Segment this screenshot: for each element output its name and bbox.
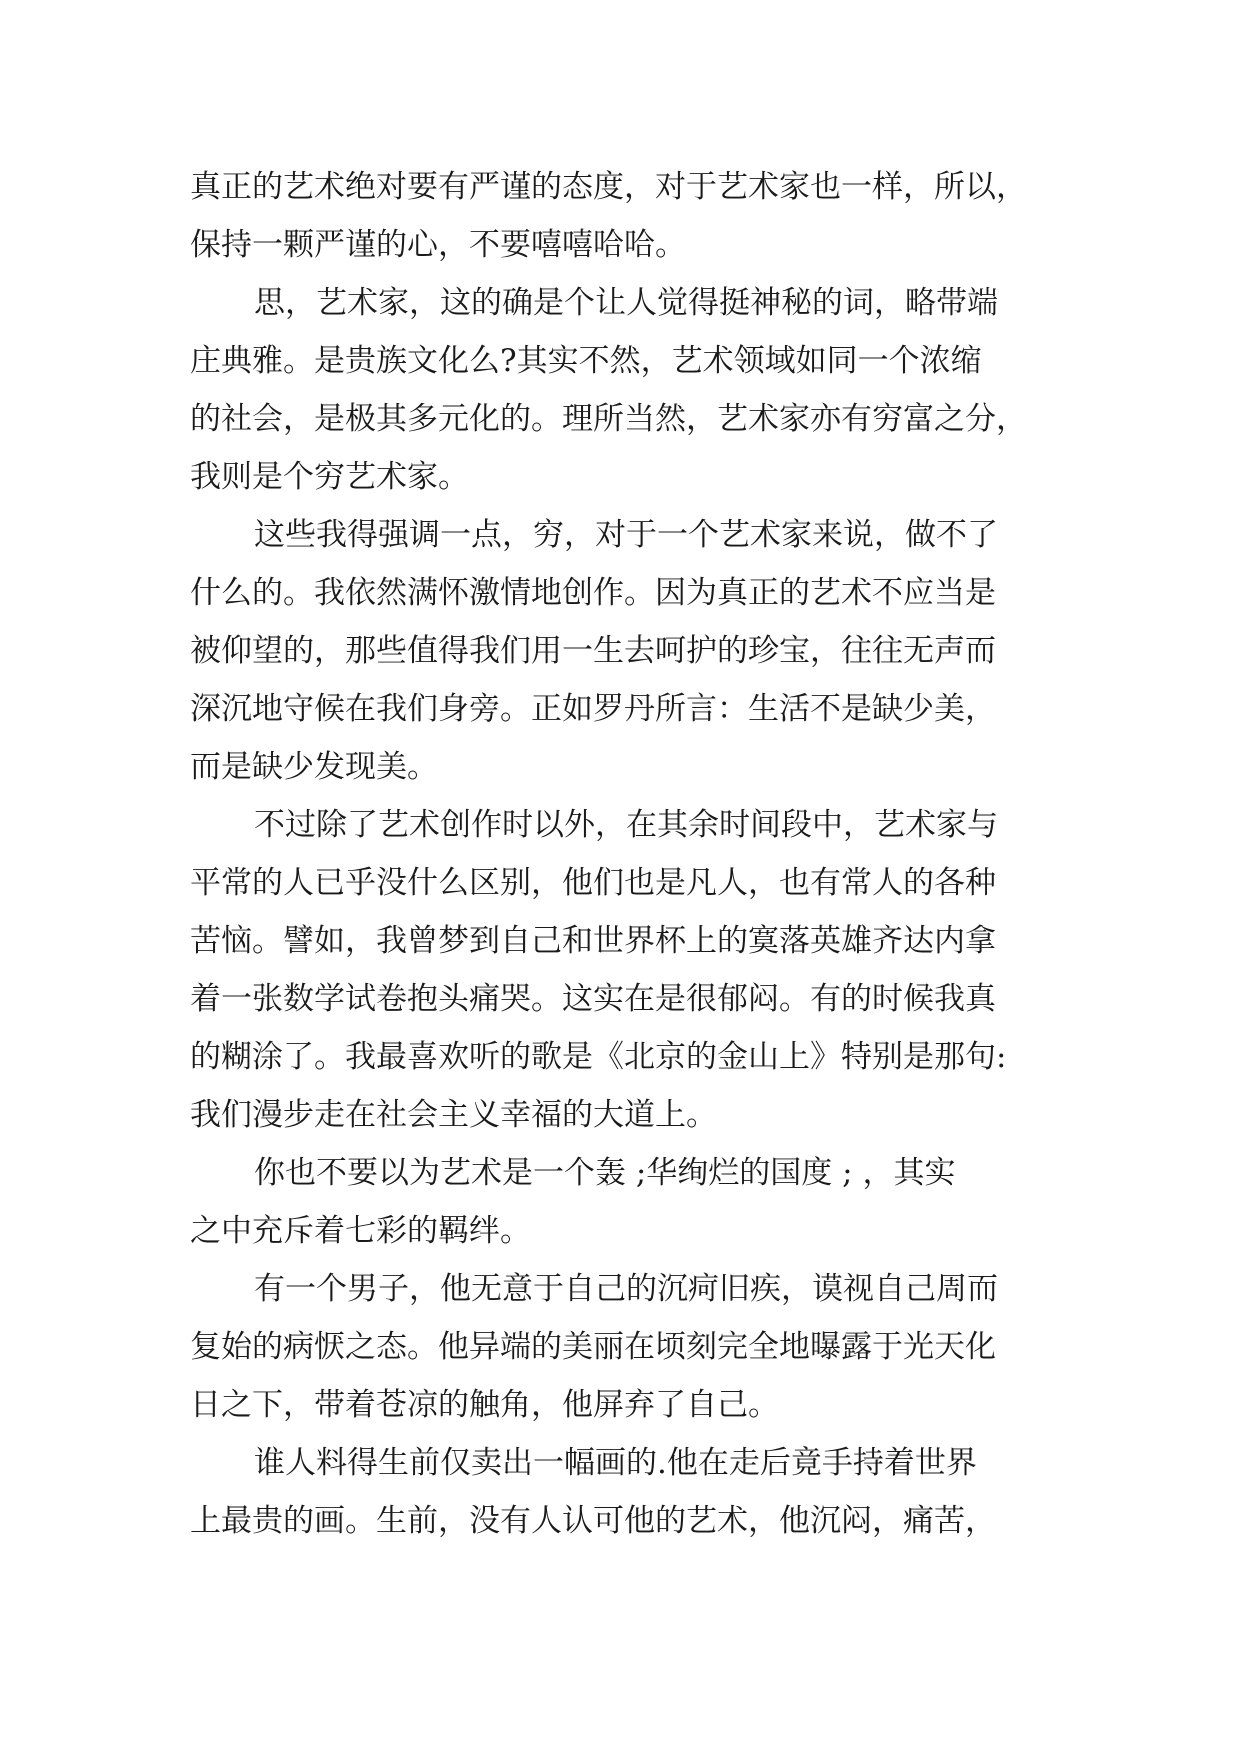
- text-line: 着一张数学试卷抱头痛哭。这实在是很郁闷。有的时候我真: [190, 981, 996, 1017]
- body-text: [190, 158, 1060, 1550]
- paragraph-start-line: 不过除了艺术创作时以外，在其余时间段中，艺术家与: [254, 807, 998, 843]
- text-line: 苦恼。譬如，我曾梦到自己和世界杯上的寞落英雄齐达内拿: [190, 923, 996, 959]
- text-line: 复始的病恹之态。他异端的美丽在顷刻完全地曝露于光天化: [190, 1329, 996, 1365]
- text-line: 上最贵的画。生前，没有人认可他的艺术，他沉闷，痛苦，: [190, 1503, 996, 1539]
- text-line: 庄典雅。是贵族文化么?其实不然，艺术领域如同一个浓缩: [190, 343, 982, 379]
- paragraph-start-line: 思，艺术家，这的确是个让人觉得挺神秘的词，略带端: [254, 285, 998, 321]
- paragraph-start-line: 你也不要以为艺术是一个轰 ;华绚烂的国度 ; ，其实: [254, 1155, 956, 1191]
- text-line: 之中充斥着七彩的羁绊。: [190, 1213, 531, 1249]
- text-line: 深沉地守候在我们身旁。正如罗丹所言：生活不是缺少美，: [190, 691, 996, 727]
- text-line: 我则是个穷艺术家。: [190, 459, 469, 495]
- text-line: 真正的艺术绝对要有严谨的态度，对于艺术家也一样，所以，: [190, 169, 1027, 205]
- text-line: 而是缺少发现美。: [190, 749, 438, 785]
- text-line: 的糊涂了。我最喜欢听的歌是《北京的金山上》特别是那句:: [190, 1039, 1007, 1075]
- paragraph-start-line: 谁人料得生前仅卖出一幅画的.他在走后竟手持着世界: [254, 1445, 977, 1481]
- text-line: 被仰望的，那些值得我们用一生去呵护的珍宝，往往无声而: [190, 633, 996, 669]
- paragraph-start-line: 这些我得强调一点，穷，对于一个艺术家来说，做不了: [254, 517, 998, 553]
- text-line: 的社会，是极其多元化的。理所当然，艺术家亦有穷富之分，: [190, 401, 1027, 437]
- text-line: 我们漫步走在社会主义幸福的大道上。: [190, 1097, 717, 1133]
- text-line: 日之下，带着苍凉的触角，他屏弃了自己。: [190, 1387, 779, 1423]
- text-line: 保持一颗严谨的心，不要嘻嘻哈哈。: [190, 227, 686, 263]
- text-line: 什么的。我依然满怀激情地创作。因为真正的艺术不应当是: [190, 575, 996, 611]
- paragraph-start-line: 有一个男子，他无意于自己的沉疴旧疾，谟视自己周而: [254, 1271, 998, 1307]
- text-line: 平常的人已乎没什么区别，他们也是凡人，也有常人的各种: [190, 865, 996, 901]
